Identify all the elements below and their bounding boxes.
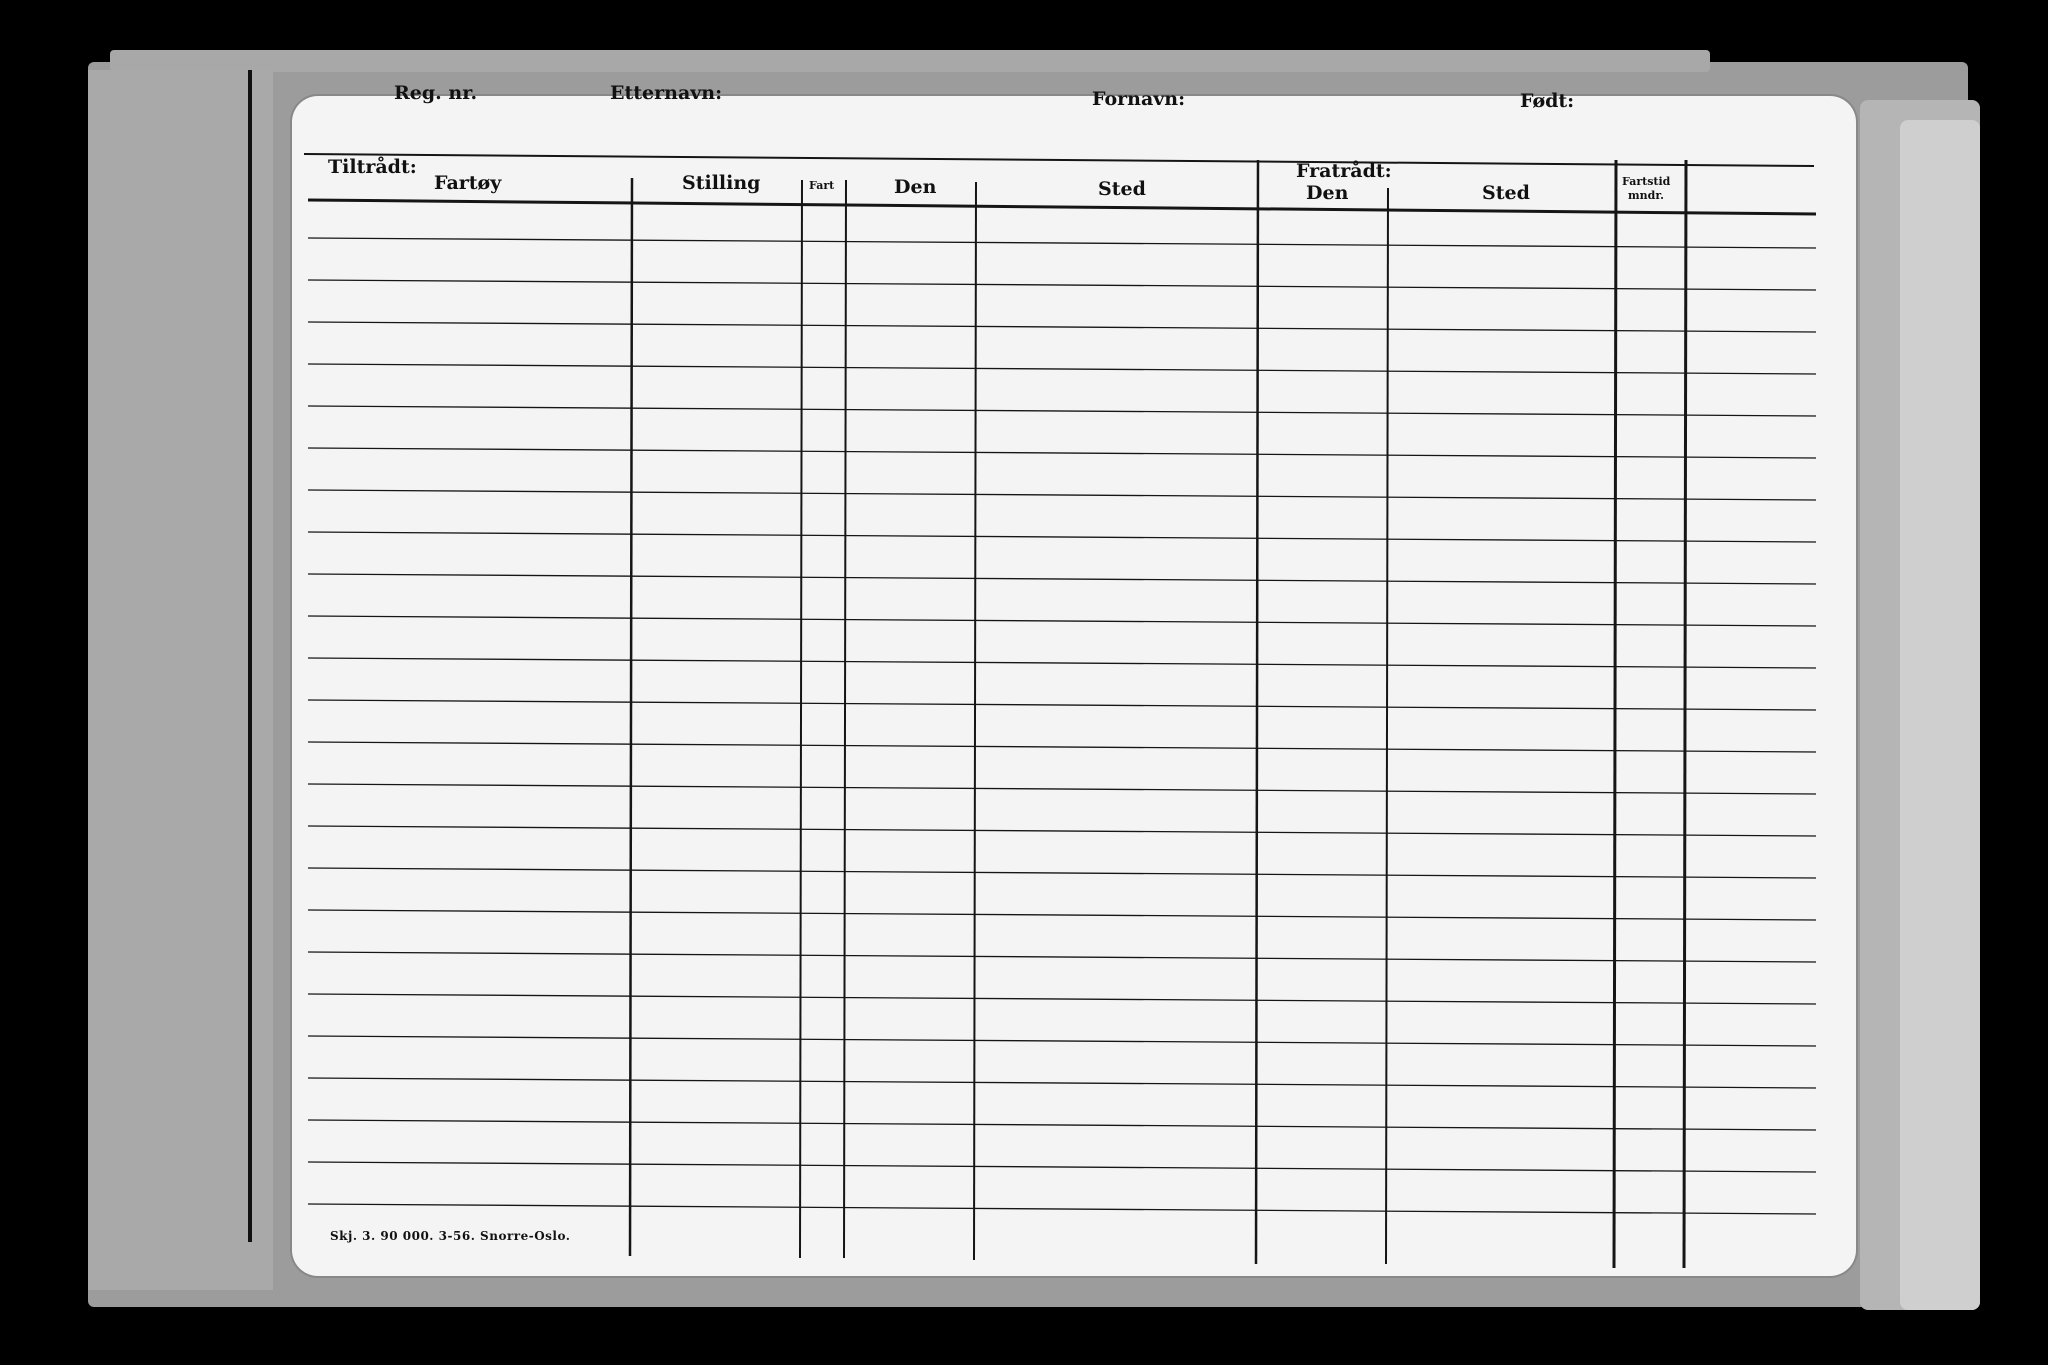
row-rule [308, 826, 1816, 836]
row-rule [308, 616, 1816, 626]
row-rule [308, 742, 1816, 752]
row-rule [308, 280, 1816, 290]
fodt-label: Født: [1520, 90, 1575, 112]
row-rule [308, 994, 1816, 1004]
row-rule [308, 952, 1816, 962]
row-rule [308, 490, 1816, 500]
fratradt-label: Fratrådt: [1296, 160, 1392, 182]
header-rule [304, 154, 1814, 166]
row-rule [308, 1078, 1816, 1088]
row-rule [308, 868, 1816, 878]
row-rule [308, 700, 1816, 710]
row-rule [308, 910, 1816, 920]
col-header-mndr: mndr. [1628, 189, 1664, 202]
row-rule [308, 238, 1816, 248]
column-divider [1614, 160, 1616, 1268]
row-rule [308, 1120, 1816, 1130]
row-rule [308, 1162, 1816, 1172]
register-card [292, 82, 1856, 1276]
col-header-stilling: Stilling [682, 172, 761, 194]
column-divider [974, 182, 976, 1260]
row-rule [308, 406, 1816, 416]
folder-spine [88, 70, 273, 1290]
col-header-sted-fratradt: Sted [1482, 182, 1530, 204]
col-header-sted-tiltradt: Sted [1098, 178, 1146, 200]
row-rule [308, 448, 1816, 458]
reg-nr-label: Reg. nr. [394, 82, 478, 104]
row-rule [308, 1204, 1816, 1214]
column-divider [1386, 188, 1388, 1264]
column-divider [800, 180, 802, 1258]
row-rule [308, 1036, 1816, 1046]
card-stack-edge-inner [1900, 120, 1980, 1310]
col-header-fartoy: Fartøy [434, 172, 502, 194]
spine-fold-line [248, 70, 252, 1242]
column-divider [1684, 160, 1686, 1268]
row-rule [308, 784, 1816, 794]
column-divider [844, 180, 846, 1258]
row-rule [308, 532, 1816, 542]
form-grid [292, 96, 1856, 1276]
row-rule [308, 658, 1816, 668]
row-rule [308, 364, 1816, 374]
col-header-fart: Fart [809, 179, 835, 192]
fornavn-label: Fornavn: [1092, 88, 1186, 110]
col-header-fartstid: Fartstid [1622, 175, 1671, 188]
row-rule [308, 574, 1816, 584]
col-header-den-fratradt: Den [1306, 182, 1349, 204]
tiltradt-label: Tiltrådt: [328, 156, 417, 178]
row-rule [308, 322, 1816, 332]
col-header-den-tiltradt: Den [894, 176, 937, 198]
column-header-rule [308, 200, 1816, 214]
column-divider [1256, 160, 1258, 1264]
printer-imprint: Skj. 3. 90 000. 3-56. Snorre-Oslo. [330, 1229, 571, 1243]
folder-top-edge [110, 50, 1710, 72]
etternavn-label: Etternavn: [610, 82, 723, 104]
column-divider [630, 178, 632, 1256]
